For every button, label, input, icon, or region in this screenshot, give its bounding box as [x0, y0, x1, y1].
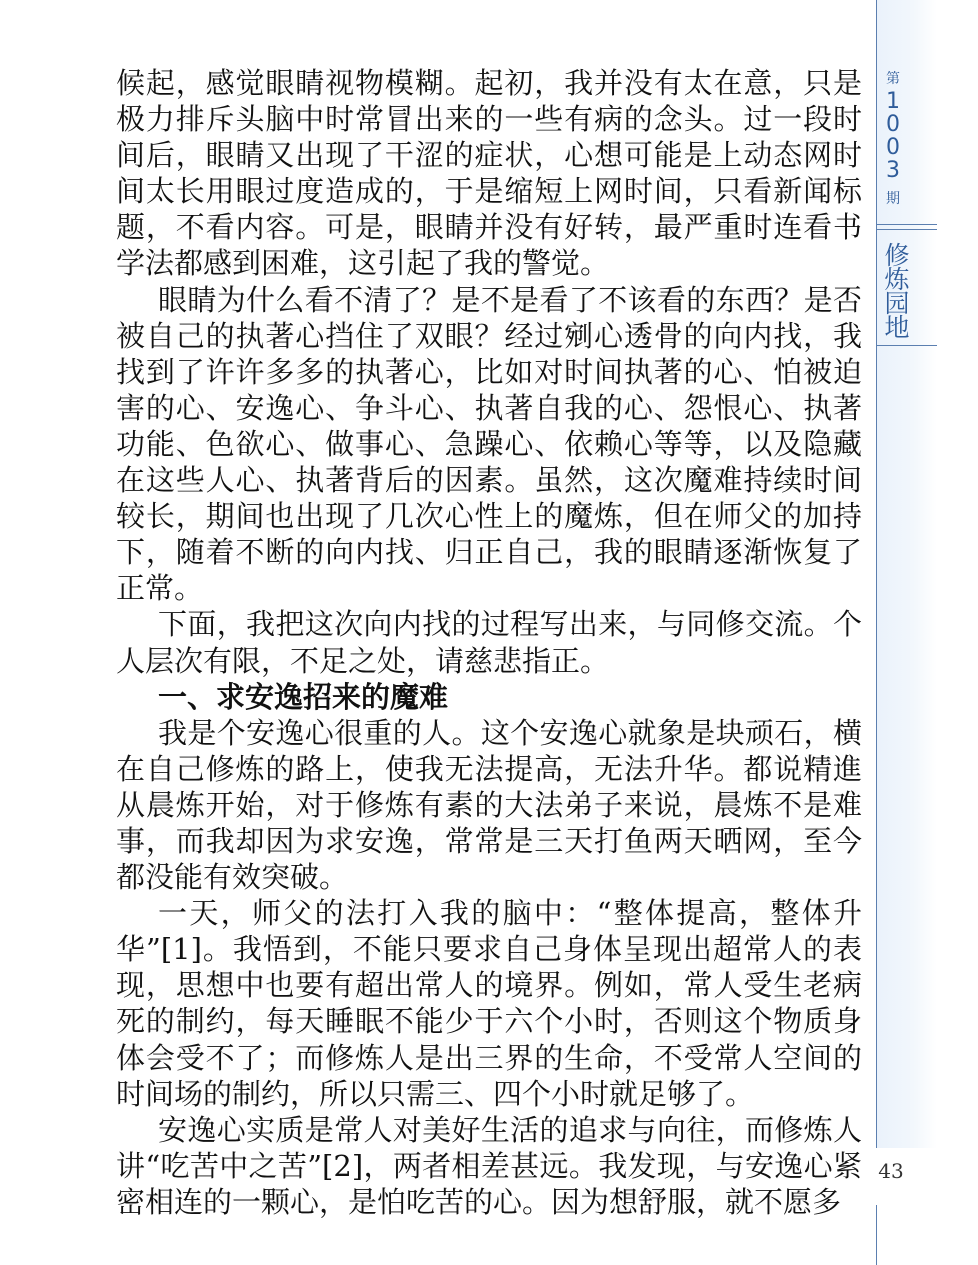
side-rule-lower — [876, 1205, 877, 1265]
issue-digit-1: 1 — [886, 89, 900, 114]
issue-digit-3: 0 — [886, 135, 900, 160]
paragraph-5: 一天，师父的法打入我的脑中：“整体提高，整体升华”[1]。我悟到，不能只要求自己身体呈现出超常人的表现，思想中也要有超出常人的境界。例如，常人受生老病死的制约，每天睡眠不能少于六个小时，否则这个物质身体会受不了；而修炼人是出三界的生命，不受常人空间的时间场的制约，所以只需三、四个小时就足够了。 — [116, 896, 862, 1111]
article-body — [116, 65, 862, 1220]
side-tab — [876, 0, 937, 1148]
issue-prefix: 第 — [886, 71, 900, 87]
section-heading-1: 一、求安逸招来的魔难 — [158, 679, 449, 714]
issue-digit-4: 3 — [886, 158, 900, 183]
paragraph-3: 下面，我把这次向内找的过程写出来，与同修交流。个人层次有限，不足之处，请慈悲指正。 — [116, 607, 862, 678]
paragraph-4: 我是个安逸心很重的人。这个安逸心就象是块顽石，横在自己修炼的路上，使我无法提高，无法升华。都说精進从晨炼开始，对于修炼有素的大法弟子来说，晨炼不是难事，而我却因为求安逸，常常是三天打鱼两天晒网，至今都没能有效突破。 — [116, 715, 862, 895]
divider-bottom — [877, 345, 937, 346]
paragraph-1: 候起，感觉眼睛视物模糊。起初，我并没有太在意，只是极力排斥头脑中时常冒出来的一些有病的念头。过一段时间后，眼睛又出现了干涩的症状，心想可能是上动态网时间太长用眼过度造成的，于是缩短上网时间，只看新闻标题，不看内容。可是，眼睛并没有好转，最严重时连看书学法都感到困难，这引起了我的警觉。 — [116, 66, 862, 281]
issue-number — [877, 62, 937, 210]
paragraph-6: 安逸心实质是常人对美好生活的追求与向往，而修炼人讲“吃苦中之苦”[2]，两者相差甚远。我发现，与安逸心紧密相连的一颗心，是怕吃苦的心。因为想舒服，就不愿多 — [116, 1112, 862, 1219]
issue-digit-2: 0 — [886, 112, 900, 137]
issue-suffix: 期 — [886, 191, 900, 207]
divider-top-1 — [877, 224, 937, 225]
page-number: 43 — [878, 1159, 904, 1183]
divider-top-2 — [877, 229, 937, 230]
section-title: 修炼园地 — [881, 242, 910, 338]
paragraph-2: 眼睛为什么看不清了？是不是看了不该看的东西？是否被自己的执著心挡住了双眼？经过剜心透骨的向内找，我找到了许许多多的执著心，比如对时间执著的心、怕被迫害的心、安逸心、争斗心、执著自我的心、怨恨心、执著功能、色欲心、做事心、急躁心、依赖心等等，以及隐藏在这些人心、执著背后的因素。虽然，这次魔难持续时间较长，期间也出现了几次心性上的魔炼，但在师父的加持下，随着不断的向内找、归正自己，我的眼睛逐渐恢复了正常。 — [116, 282, 862, 606]
